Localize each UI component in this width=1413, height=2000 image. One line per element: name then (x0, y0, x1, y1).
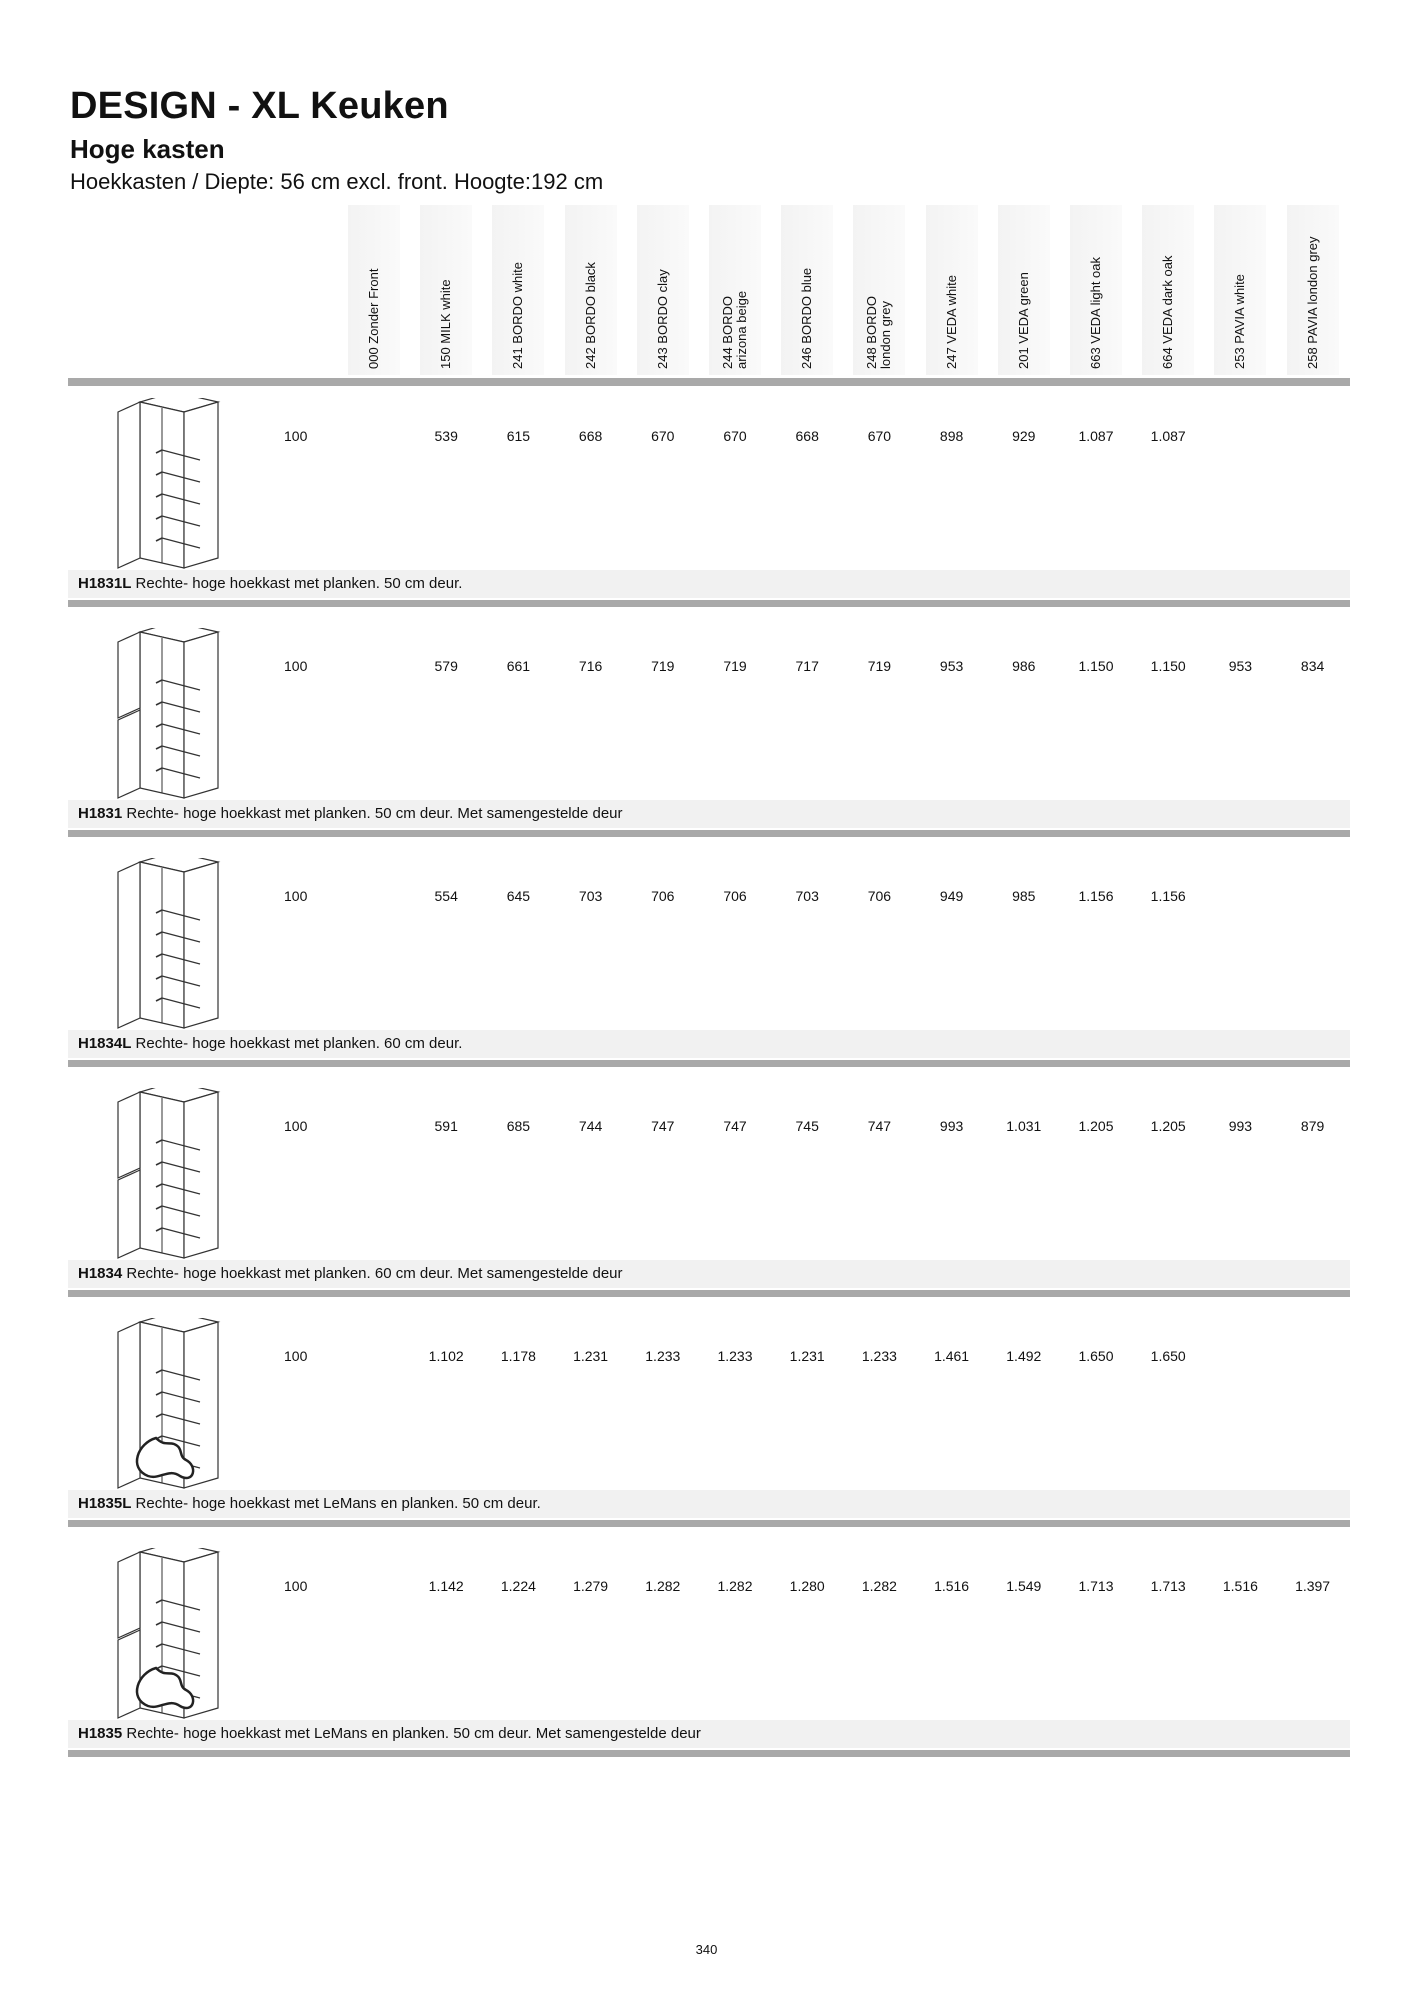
price-cell: 100 (284, 658, 308, 674)
section-subtitle: Hoekkasten / Diepte: 56 cm excl. front. Hoogte:192 cm (70, 169, 604, 194)
price-cell: 716 (578, 658, 603, 674)
column-header-text: 663 VEDA light oak (1088, 256, 1103, 369)
product-description-text: Rechte- hoge hoekkast met planken. 60 cm deur. (135, 1035, 463, 1052)
price-cell: 706 (723, 888, 747, 904)
row-divider (68, 1290, 1350, 1297)
column-header-text: 201 VEDA green (1015, 272, 1031, 369)
price-cell: 591 (434, 1118, 458, 1134)
product-code: H1834 (78, 1265, 123, 1282)
price-cell: 1.279 (573, 1578, 609, 1594)
product-code: H1831 (78, 805, 123, 822)
price-cell: 1.233 (717, 1348, 753, 1364)
product-row (68, 1540, 1350, 1770)
column-header-label (865, 199, 893, 369)
product-description-text: Rechte- hoge hoekkast met planken. 50 cm deur. (135, 575, 463, 592)
price-cell: 1.150 (1078, 658, 1114, 674)
price-cell: 100 (284, 888, 308, 904)
price-cell: 703 (578, 888, 603, 904)
row-divider (68, 1750, 1350, 1757)
price-cell: 834 (1300, 658, 1325, 674)
price-cell: 1.233 (645, 1348, 681, 1364)
price-cell: 1.516 (1222, 1578, 1258, 1594)
column-header-text: 258 PAVIA london grey (1304, 236, 1320, 369)
column-header-label (439, 199, 453, 369)
product-row (68, 1080, 1350, 1310)
price-cell: 1.102 (428, 1348, 464, 1364)
price-cell: 993 (939, 1118, 964, 1134)
price-cell: 898 (939, 428, 964, 444)
price-cell: 719 (651, 658, 675, 674)
cabinet-illustration-icon (98, 1548, 238, 1728)
product-code: H1831L (78, 575, 132, 592)
column-header-label (1233, 199, 1247, 369)
price-cell: 1.282 (861, 1578, 897, 1594)
column-header-label (511, 199, 525, 369)
price-cell: 1.178 (500, 1348, 536, 1364)
price-cell: 717 (795, 658, 819, 674)
price-cell: 100 (284, 1118, 308, 1134)
column-header-text: 000 Zonder Front (366, 268, 381, 369)
price-cell: 100 (284, 1578, 308, 1594)
price-cell: 747 (651, 1118, 675, 1134)
column-header-text: 246 BORDO blue (799, 267, 815, 369)
price-cell: 1.150 (1150, 658, 1186, 674)
row-divider (68, 1060, 1350, 1067)
column-header (637, 205, 689, 375)
column-header-text: 244 BORDO (720, 296, 735, 369)
price-cell: 744 (578, 1118, 603, 1134)
price-cell: 100 (284, 428, 308, 444)
column-header-text: 253 PAVIA white (1232, 274, 1248, 369)
column-header-label (721, 199, 749, 369)
column-header-text: 241 BORDO white (510, 262, 526, 369)
price-cell: 670 (723, 428, 747, 444)
column-header-text: 247 VEDA white (943, 275, 959, 369)
cabinet-illustration-icon (98, 628, 238, 808)
price-cell: 1.713 (1150, 1578, 1186, 1594)
price-cell: 615 (506, 428, 531, 444)
product-description (68, 1030, 1350, 1058)
column-header-text: 150 MILK white (438, 279, 454, 369)
column-header-label (1306, 199, 1320, 369)
price-cell: 668 (795, 428, 819, 444)
product-code: H1834L (78, 1035, 132, 1052)
product-code: H1835 (78, 1725, 123, 1742)
row-divider (68, 830, 1350, 837)
price-cell: 1.233 (861, 1348, 897, 1364)
column-header (709, 205, 761, 375)
column-header-text: london grey (878, 301, 894, 369)
column-header (1070, 205, 1122, 375)
column-header (1214, 205, 1266, 375)
price-cell: 745 (795, 1118, 819, 1134)
product-description (68, 1720, 1350, 1748)
price-cell: 1.492 (1006, 1348, 1042, 1364)
column-header (998, 205, 1050, 375)
product-row (68, 620, 1350, 850)
column-header-label (584, 199, 598, 369)
price-cell: 1.650 (1078, 1348, 1114, 1364)
product-description-text: Rechte- hoge hoekkast met LeMans en planken. 50 cm deur. Met samengestelde deur (126, 1725, 701, 1742)
price-cell: 879 (1300, 1118, 1325, 1134)
product-description (68, 800, 1350, 828)
price-cell: 100 (284, 1348, 308, 1364)
price-cell: 719 (867, 658, 892, 674)
cabinet-illustration-icon (98, 1318, 238, 1498)
price-cell: 993 (1228, 1118, 1253, 1134)
column-header (926, 205, 978, 375)
price-cell: 685 (506, 1118, 531, 1134)
price-cell: 986 (1012, 658, 1036, 674)
price-cell: 670 (867, 428, 892, 444)
column-header (781, 205, 833, 375)
product-row (68, 850, 1350, 1080)
price-cell: 1.231 (573, 1348, 609, 1364)
price-cell: 668 (578, 428, 603, 444)
price-cell: 670 (651, 428, 675, 444)
price-cell: 747 (867, 1118, 892, 1134)
column-header-label (800, 199, 814, 369)
column-header-text: 242 BORDO black (582, 262, 598, 369)
price-cell: 1.142 (428, 1578, 464, 1594)
price-cell: 1.156 (1150, 888, 1186, 904)
price-cell: 747 (723, 1118, 747, 1134)
price-cell: 1.650 (1150, 1348, 1186, 1364)
column-header-label (945, 199, 959, 369)
price-cell: 1.205 (1150, 1118, 1186, 1134)
price-cell: 554 (434, 888, 458, 904)
price-cell: 1.031 (1006, 1118, 1042, 1134)
column-header-text: arizona beige (734, 290, 749, 369)
price-cell: 661 (506, 658, 531, 674)
price-cell: 1.087 (1078, 428, 1114, 444)
price-cell: 953 (1228, 658, 1253, 674)
column-header-text: 243 BORDO clay (654, 269, 670, 369)
cabinet-illustration-icon (98, 1088, 238, 1268)
product-row (68, 390, 1350, 620)
column-header-label (656, 199, 670, 369)
column-header (348, 205, 400, 375)
column-header (1142, 205, 1194, 375)
column-header (565, 205, 617, 375)
column-header-text: 248 BORDO (864, 296, 880, 369)
price-cell: 719 (723, 658, 747, 674)
price-cell: 1.231 (789, 1348, 825, 1364)
column-header (492, 205, 544, 375)
price-cell: 1.224 (500, 1578, 536, 1594)
product-description (68, 1260, 1350, 1288)
header-divider (68, 378, 1350, 386)
price-cell: 1.156 (1078, 888, 1114, 904)
row-divider (68, 1520, 1350, 1527)
column-header (853, 205, 905, 375)
page-title: DESIGN - XL Keuken (70, 85, 449, 127)
column-header (1287, 205, 1339, 375)
price-cell: 1.282 (717, 1578, 753, 1594)
price-cell: 985 (1012, 888, 1036, 904)
price-cell: 1.516 (934, 1578, 970, 1594)
price-cell: 706 (651, 888, 675, 904)
column-header-label (1089, 199, 1103, 369)
price-cell: 706 (867, 888, 892, 904)
price-cell: 1.282 (645, 1578, 681, 1594)
price-cell: 703 (795, 888, 819, 904)
page-header (70, 84, 603, 196)
price-cell: 1.397 (1295, 1578, 1331, 1594)
price-cell: 645 (506, 888, 531, 904)
product-row (68, 1310, 1350, 1540)
price-cell: 929 (1012, 428, 1036, 444)
column-header-label (1161, 199, 1175, 369)
column-header-label (1017, 199, 1031, 369)
row-divider (68, 600, 1350, 607)
page-number: 340 (695, 1942, 718, 1957)
price-cell: 539 (434, 428, 458, 444)
product-description (68, 570, 1350, 598)
product-description-text: Rechte- hoge hoekkast met LeMans en planken. 50 cm deur. (135, 1495, 541, 1512)
column-header (420, 205, 472, 375)
column-header-label (367, 199, 381, 369)
price-cell: 1.205 (1078, 1118, 1114, 1134)
price-cell: 1.087 (1150, 428, 1186, 444)
price-cell: 1.549 (1006, 1578, 1042, 1594)
price-cell: 1.461 (934, 1348, 970, 1364)
price-cell: 1.713 (1078, 1578, 1114, 1594)
price-cell: 1.280 (789, 1578, 825, 1594)
price-cell: 953 (939, 658, 964, 674)
section-title: Hoge kasten (70, 134, 225, 164)
column-header-text: 664 VEDA dark oak (1160, 255, 1176, 369)
cabinet-illustration-icon (98, 398, 238, 578)
product-description-text: Rechte- hoge hoekkast met planken. 50 cm deur. Met samengestelde deur (126, 805, 623, 822)
price-cell: 949 (939, 888, 964, 904)
product-description-text: Rechte- hoge hoekkast met planken. 60 cm deur. Met samengestelde deur (126, 1265, 623, 1282)
product-description (68, 1490, 1350, 1518)
price-cell: 579 (434, 658, 458, 674)
cabinet-illustration-icon (98, 858, 238, 1038)
column-headers (0, 205, 1413, 375)
product-code: H1835L (78, 1495, 132, 1512)
